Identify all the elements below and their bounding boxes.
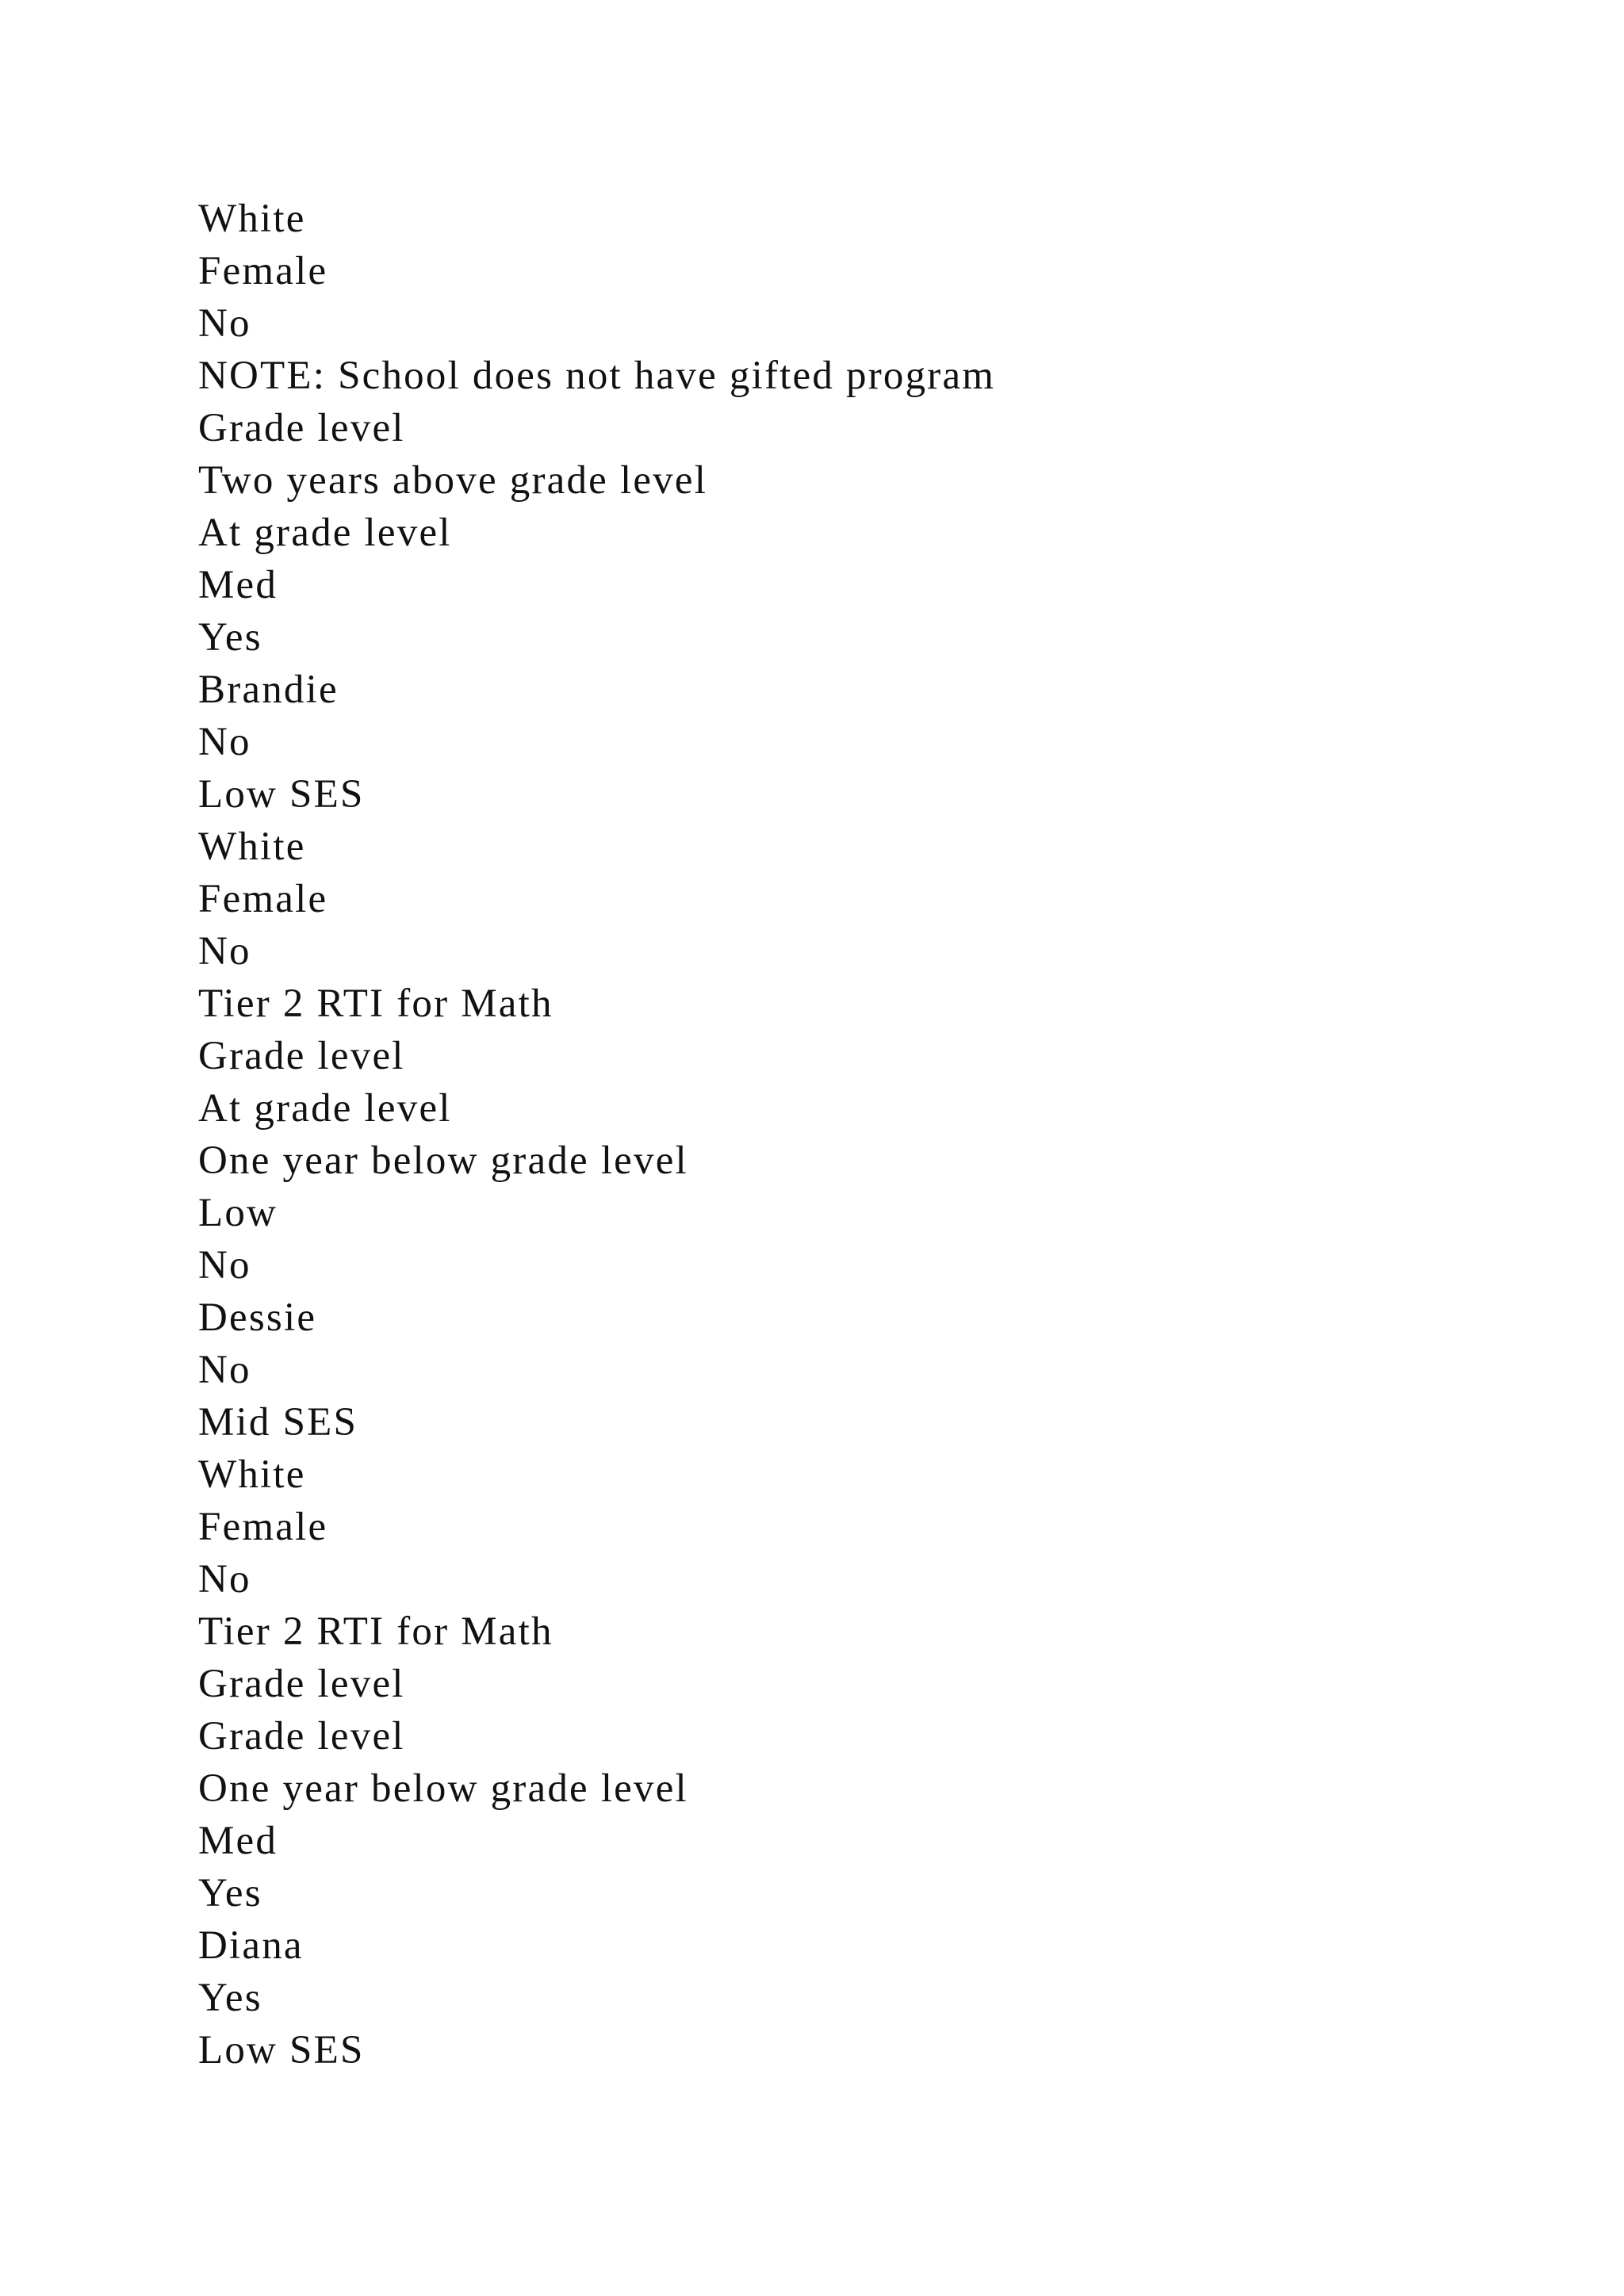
text-line: Female: [198, 1505, 328, 1549]
text-line: No: [198, 929, 251, 974]
text-line: Med: [198, 563, 278, 607]
text-line: Tier 2 RTI for Math: [198, 1609, 553, 1654]
text-line: Female: [198, 249, 328, 293]
text-line: Med: [198, 1819, 278, 1863]
text-line: No: [198, 1557, 251, 1601]
text-line: One year below grade level: [198, 1138, 688, 1183]
document-text-block: [198, 193, 995, 2076]
text-line: No: [198, 1348, 251, 1392]
text-line: Yes: [198, 1976, 262, 2020]
text-line: Two years above grade level: [198, 458, 708, 503]
text-line: Grade level: [198, 1714, 405, 1758]
text-line: Tier 2 RTI for Math: [198, 982, 553, 1026]
text-line: No: [198, 1243, 251, 1288]
text-line: Diana: [198, 1923, 304, 1968]
text-line: One year below grade level: [198, 1766, 688, 1811]
text-line: White: [198, 1452, 306, 1497]
text-line: No: [198, 301, 251, 346]
text-line: White: [198, 197, 306, 241]
text-line: Low SES: [198, 772, 365, 817]
text-line: Grade level: [198, 1034, 405, 1078]
text-line: Grade level: [198, 406, 405, 450]
text-line: Low SES: [198, 2028, 365, 2072]
text-line: Brandie: [198, 668, 339, 712]
text-line: Dessie: [198, 1295, 317, 1340]
text-line: Female: [198, 877, 328, 921]
text-line: At grade level: [198, 1086, 452, 1131]
text-line: At grade level: [198, 511, 452, 555]
text-line: NOTE: School does not have gifted program: [198, 354, 996, 398]
text-line: Mid SES: [198, 1400, 358, 1445]
text-line: White: [198, 825, 306, 869]
text-line: Yes: [198, 1871, 262, 1915]
text-line: No: [198, 720, 251, 764]
text-line: Yes: [198, 615, 262, 660]
text-line: Grade level: [198, 1662, 405, 1706]
text-line: Low: [198, 1191, 278, 1235]
